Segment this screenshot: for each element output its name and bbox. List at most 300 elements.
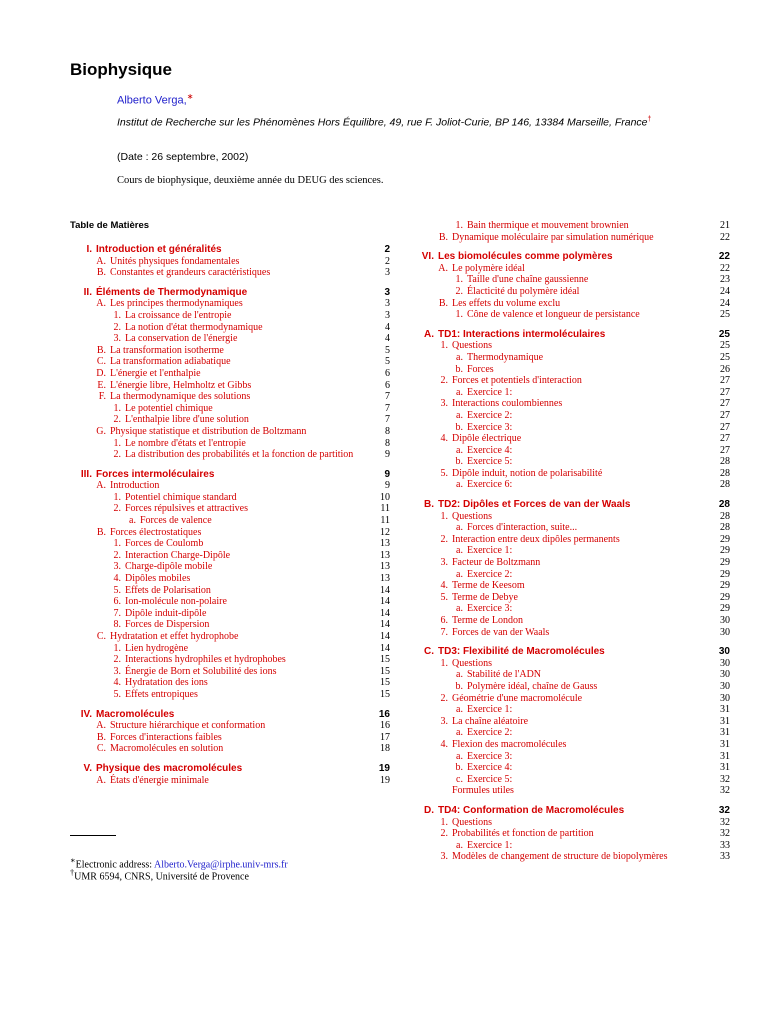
toc-entry-page: 27 [720, 386, 730, 398]
toc-entry[interactable] [412, 433, 730, 445]
toc-entry[interactable] [70, 538, 390, 550]
toc-entry-number: A. [96, 480, 106, 492]
toc-entry[interactable] [70, 689, 390, 701]
toc-section-entry[interactable] [70, 469, 390, 481]
toc-entry-title[interactable]: Effets entropiques [125, 688, 198, 700]
toc-entry-title[interactable]: Les principes thermodynamiques [110, 298, 243, 310]
toc-section-entry[interactable] [70, 709, 390, 721]
toc-entry-title[interactable]: TD3: Flexibilité de Macromolécules [438, 646, 605, 658]
toc-section-entry[interactable] [70, 287, 390, 299]
toc-entry-number: B. [438, 231, 448, 243]
toc-entry-title[interactable]: Questions [452, 510, 492, 522]
toc-entry-page: 29 [720, 591, 730, 603]
toc-entry[interactable] [412, 627, 730, 639]
toc-entry[interactable] [412, 727, 730, 739]
toc-entry-title[interactable]: Physique statistique et distribution de Boltzmann [110, 425, 307, 437]
toc-entry-title[interactable]: Questions [452, 657, 492, 669]
toc-entry-title[interactable]: La thermodynamique des solutions [110, 391, 251, 403]
toc-entry-page: 4 [385, 321, 390, 333]
toc-entry-page: 30 [720, 692, 730, 704]
toc-entry-number [412, 785, 448, 797]
toc-entry-number: 6. [113, 596, 121, 608]
toc-entry-title[interactable]: Bain thermique et mouvement brownien [467, 220, 629, 231]
toc-entry-title[interactable]: Physique des macromolécules [96, 762, 243, 774]
toc-entry-title[interactable]: TD1: Interactions intermoléculaires [438, 328, 606, 340]
toc-entry-title[interactable]: Dipôle électrique [452, 433, 522, 445]
toc-entry[interactable] [412, 828, 730, 840]
toc-entry-number: A. [438, 262, 448, 274]
toc-entry-title[interactable]: Potentiel chimique standard [125, 491, 237, 503]
toc-entry[interactable] [412, 603, 730, 615]
toc-entry-number: 4. [113, 677, 121, 689]
toc-entry[interactable] [70, 438, 390, 450]
toc-entry-title[interactable]: Élacticité du polymère idéal [467, 285, 580, 297]
toc-entry-page: 31 [720, 750, 730, 762]
toc-entry[interactable] [412, 681, 730, 693]
toc-entry-title[interactable]: Forces [467, 363, 494, 375]
toc-entry-title[interactable]: Interactions hydrophiles et hydrophobes [125, 654, 286, 666]
toc-entry-title[interactable]: Terme de Keesom [452, 580, 525, 592]
toc-entry-number: IV. [80, 708, 92, 720]
toc-entry-page: 13 [380, 561, 390, 573]
toc-entry-number: B. [438, 297, 448, 309]
toc-entry-page: 10 [380, 491, 390, 503]
toc-entry[interactable] [412, 398, 730, 410]
author-text[interactable]: Alberto Verga, [117, 94, 187, 107]
toc-entry-page: 9 [385, 449, 390, 461]
toc-entry-number: 1. [440, 510, 448, 522]
toc-entry-title[interactable]: Exercice 3: [467, 750, 513, 762]
toc-entry[interactable] [412, 274, 730, 286]
toc-entry-title[interactable]: Hydratation des ions [125, 677, 208, 689]
toc-entry[interactable] [70, 345, 390, 357]
toc-entry-page: 3 [385, 298, 390, 310]
toc-entry-page: 27 [720, 433, 730, 445]
toc-entry[interactable] [70, 677, 390, 689]
toc-entry[interactable] [412, 774, 730, 786]
toc-entry-number: b. [455, 421, 463, 433]
toc-entry[interactable] [412, 511, 730, 523]
toc-entry[interactable] [412, 658, 730, 670]
toc-section-entry[interactable] [70, 763, 390, 775]
toc-entry-title[interactable]: Dynamique moléculaire par simulation numérique [452, 231, 654, 243]
toc-entry-page: 12 [380, 526, 390, 538]
toc-entry[interactable] [70, 333, 390, 345]
toc-entry-title[interactable]: Macromolécules en solution [110, 743, 224, 755]
toc-entry[interactable] [412, 569, 730, 581]
toc-entry[interactable] [412, 286, 730, 298]
toc-entry[interactable] [70, 414, 390, 426]
toc-entry-page: 2 [385, 255, 390, 267]
toc-entry-title[interactable]: Hydratation et effet hydrophobe [110, 631, 239, 642]
toc-entry-number: 1. [440, 657, 448, 669]
toc-entry[interactable] [412, 716, 730, 728]
toc-entry[interactable] [70, 527, 390, 539]
toc-entry-title[interactable]: Questions [452, 816, 492, 828]
toc-entry-title[interactable]: Le polymère idéal [452, 262, 525, 274]
toc-entry[interactable] [70, 322, 390, 334]
toc-entry-title[interactable]: Thermodynamique [467, 351, 544, 363]
toc-entry-page: 29 [720, 557, 730, 569]
toc-entry-title[interactable]: Macromolécules [96, 708, 175, 720]
toc-entry-page: 29 [720, 533, 730, 545]
toc-entry[interactable] [70, 720, 390, 732]
toc-entry[interactable] [412, 704, 730, 716]
toc-entry[interactable] [412, 669, 730, 681]
toc-entry-title[interactable]: Constantes et grandeurs caractéristiques [110, 267, 271, 279]
toc-entry-page: 13 [380, 573, 390, 585]
toc-section-entry[interactable] [412, 329, 730, 341]
toc-entry-number: 2. [440, 533, 448, 545]
toc-entry[interactable] [70, 503, 390, 515]
toc-entry-number: A. [96, 774, 106, 786]
toc-entry-title[interactable]: Géométrie d'une macromolécule [452, 692, 583, 704]
toc-entry-number: 3. [440, 715, 448, 727]
toc-entry-page: 27 [720, 409, 730, 421]
toc-entry-number: 2. [113, 414, 121, 426]
toc-entry-title[interactable]: Le potentiel chimique [125, 402, 213, 414]
toc-entry-title[interactable]: Éléments de Thermodynamique [96, 286, 248, 298]
toc-entry-title[interactable]: Exercice 1: [467, 839, 513, 851]
toc-entry-number: 2. [113, 503, 121, 515]
toc-entry-number: E. [97, 379, 106, 391]
toc-entry-number: A. [96, 720, 106, 732]
toc-entry-page: 23 [720, 274, 730, 286]
toc-entry[interactable] [70, 480, 390, 492]
toc-entry-page: 30 [720, 615, 730, 626]
toc-entry-title[interactable]: Forces répulsives et attractives [125, 503, 249, 515]
toc-entry-page: 32 [720, 785, 730, 797]
toc-entry-title[interactable]: États d'énergie minimale [110, 774, 209, 786]
toc-entry[interactable] [412, 340, 730, 352]
toc-entry[interactable] [70, 573, 390, 585]
toc-entry-number: 7. [113, 607, 121, 619]
toc-entry[interactable] [412, 580, 730, 592]
toc-entry-title[interactable]: Exercice 6: [467, 479, 513, 491]
footnote-mark-2: † [70, 868, 75, 877]
toc-entry-page: 13 [380, 549, 390, 561]
toc-entry-title[interactable]: Exercice 5: [467, 456, 513, 468]
toc-entry-page: 32 [720, 773, 730, 785]
toc-entry-page: 29 [720, 568, 730, 580]
toc-entry-page: 3 [384, 286, 390, 298]
toc-entry[interactable] [412, 445, 730, 457]
toc-entry[interactable] [412, 851, 730, 863]
toc-entry[interactable] [70, 391, 390, 403]
toc-entry-page: 9 [384, 468, 390, 480]
toc-entry-title[interactable]: Forces électrostatiques [110, 526, 202, 538]
toc-section-entry[interactable] [412, 646, 730, 658]
toc-entry[interactable] [70, 743, 390, 755]
toc-entry[interactable] [70, 596, 390, 608]
toc-entry-page: 28 [718, 499, 730, 511]
toc-entry[interactable] [412, 309, 730, 321]
toc-entry-number: III. [80, 468, 92, 480]
toc-entry-title[interactable]: Interaction Charge-Dipôle [125, 549, 231, 561]
toc-entry-title[interactable]: Forces intermoléculaires [96, 468, 215, 480]
toc-entry[interactable] [70, 256, 390, 268]
toc-entry-title[interactable]: Exercice 4: [467, 444, 513, 456]
toc-entry[interactable] [412, 263, 730, 275]
toc-entry-title[interactable]: Charge-dipôle mobile [125, 561, 213, 573]
toc-entry-title[interactable]: Modèles de changement de structure de biopolymères [452, 851, 668, 863]
toc-entry-number: VI. [421, 251, 434, 263]
toc-entry-page: 16 [378, 708, 390, 720]
toc-entry-title[interactable]: La transformation adiabatique [110, 356, 231, 368]
toc-entry-title[interactable]: Forces d'interactions faibles [110, 731, 222, 743]
toc-entry[interactable] [412, 592, 730, 604]
toc-entry-title[interactable]: Questions [452, 340, 492, 352]
toc-entry[interactable] [412, 693, 730, 705]
toc-entry-title[interactable]: Dipôle induit, notion de polarisabilité [452, 467, 603, 479]
toc-entry-title[interactable]: Forces de valence [140, 515, 212, 527]
toc-entry-number: 4. [113, 573, 121, 585]
toc-entry-number: 1. [113, 309, 121, 321]
toc-entry-number: a. [456, 479, 463, 491]
toc-entry-title[interactable]: Unités physiques fondamentales [110, 255, 240, 267]
toc-entry[interactable] [70, 775, 390, 787]
toc-entry[interactable] [412, 785, 730, 797]
toc-entry-title[interactable]: Dipôles mobiles [125, 573, 191, 585]
toc-entry-title[interactable]: Exercice 1: [467, 704, 513, 716]
toc-entry-title[interactable]: L'énergie libre, Helmholtz et Gibbs [110, 379, 252, 391]
toc-entry-number: B. [96, 267, 106, 279]
toc-entry-page: 27 [720, 421, 730, 433]
toc-entry-title[interactable]: La chaîne aléatoire [452, 715, 529, 727]
affiliation [117, 113, 687, 130]
toc-entry-title[interactable]: Structure hiérarchique et conformation [110, 720, 266, 732]
toc-entry-page: 14 [380, 607, 390, 619]
footnote-mark-1: ∗ [70, 856, 76, 865]
toc-entry-title[interactable]: Probabilités et fonction de partition [452, 828, 594, 840]
toc-entry-number: C. [96, 631, 106, 642]
toc-entry-number: a. [456, 522, 463, 534]
toc-section-entry[interactable] [70, 244, 390, 256]
toc-entry[interactable] [412, 232, 730, 244]
toc-entry-title[interactable]: Les biomolécules comme polymères [438, 251, 613, 263]
toc-entry-number: 6. [440, 615, 448, 626]
toc-entry[interactable] [70, 403, 390, 415]
toc-entry-number: 3. [113, 665, 121, 677]
toc-entry-title[interactable]: Lien hydrogène [125, 642, 189, 654]
toc-entry-title[interactable]: Effets de Polarisation [125, 584, 211, 596]
toc-entry-number: G. [96, 425, 106, 437]
toc-entry-number: a. [456, 545, 463, 557]
toc-entry-title[interactable]: Exercice 2: [467, 727, 513, 739]
toc-entry[interactable] [412, 557, 730, 569]
toc-entry-title[interactable]: Stabilité de l'ADN [467, 669, 542, 681]
toc-entry-title[interactable]: Forces d'interaction, suite... [467, 522, 578, 534]
toc-entry-title[interactable]: Ion-molécule non-polaire [125, 596, 227, 608]
toc-entry-page: 28 [720, 479, 730, 491]
toc-entry-number: c. [456, 773, 463, 785]
toc-entry-title[interactable]: Forces de van der Waals [452, 626, 550, 638]
toc-entry-number: 1. [455, 220, 463, 231]
toc-entry-page: 25 [720, 340, 730, 352]
toc-entry[interactable] [70, 585, 390, 597]
toc-entry[interactable] [412, 468, 730, 480]
affiliation-text: Institut de Recherche sur les Phénomènes Hors Équilibre, 49, rue F. Joliot-Curie, BP 146, 13384 Marseille, France [117, 116, 648, 129]
author-name[interactable] [117, 92, 193, 107]
toc-entry-number: 4. [440, 433, 448, 445]
toc-entry[interactable] [70, 492, 390, 504]
toc-entry-title[interactable]: Le nombre d'états et l'entropie [125, 437, 246, 449]
toc-entry-page: 32 [720, 816, 730, 828]
toc-entry[interactable] [70, 666, 390, 678]
toc-entry[interactable] [70, 643, 390, 655]
toc-entry-number: a. [456, 568, 463, 580]
toc-entry[interactable] [70, 561, 390, 573]
toc-entry-title[interactable]: Exercice 4: [467, 762, 513, 774]
toc-entry-number: 5. [440, 467, 448, 479]
toc-entry[interactable] [412, 840, 730, 852]
toc-heading: Table de Matières [70, 220, 150, 231]
toc-entry-page: 31 [720, 727, 730, 739]
toc-entry[interactable] [70, 310, 390, 322]
toc-entry[interactable] [412, 352, 730, 364]
toc-entry-title[interactable]: Exercice 2: [467, 409, 513, 421]
toc-entry-title[interactable]: Terme de Debye [452, 591, 518, 603]
toc-entry[interactable] [70, 267, 390, 279]
toc-entry-title[interactable]: TD2: Dipôles et Forces de van der Waals [438, 499, 631, 511]
toc-entry[interactable] [70, 515, 390, 527]
toc-entry-number: a. [456, 386, 463, 398]
toc-entry[interactable] [412, 479, 730, 491]
toc-entry[interactable] [70, 368, 390, 380]
toc-entry-page: 15 [380, 677, 390, 689]
toc-entry[interactable] [412, 545, 730, 557]
toc-entry[interactable] [412, 298, 730, 310]
toc-section-entry[interactable] [412, 499, 730, 511]
toc-entry-title[interactable]: Forces de Dispersion [125, 619, 210, 631]
toc-entry-title[interactable]: TD4: Conformation de Macromolécules [438, 804, 625, 816]
toc-entry[interactable] [412, 522, 730, 534]
toc-entry[interactable] [412, 422, 730, 434]
toc-entry[interactable] [70, 619, 390, 631]
toc-entry[interactable] [70, 654, 390, 666]
toc-entry-title[interactable]: Taille d'une chaîne gaussienne [467, 274, 589, 286]
toc-entry-title[interactable]: Polymère idéal, chaîne de Gauss [467, 680, 598, 692]
toc-entry-number: II. [83, 286, 92, 298]
toc-entry-title[interactable]: Facteur de Boltzmann [452, 557, 541, 569]
toc-entry-page: 26 [720, 363, 730, 375]
toc-entry[interactable] [412, 220, 730, 232]
toc-entry-number: 2. [440, 828, 448, 840]
toc-entry-number: 8. [113, 619, 121, 631]
toc-entry-title[interactable]: Exercice 3: [467, 421, 513, 433]
toc-entry-number: B. [424, 499, 434, 511]
toc-entry[interactable] [70, 550, 390, 562]
toc-entry-title[interactable]: Introduction et généralités [96, 244, 222, 255]
toc-entry-title[interactable]: L'enthalpie libre d'une solution [125, 414, 249, 426]
toc-entry-number: a. [456, 704, 463, 716]
toc-entry-page: 19 [378, 762, 390, 774]
toc-entry-page: 17 [380, 731, 390, 743]
toc-entry-title[interactable]: Interaction entre deux dipôles permanents [452, 533, 620, 545]
toc-entry[interactable] [70, 631, 390, 643]
toc-entry[interactable] [70, 732, 390, 744]
toc-entry-title[interactable]: Exercice 2: [467, 568, 513, 580]
toc-entry-title[interactable]: Les effets du volume exclu [452, 297, 561, 309]
toc-entry-title[interactable]: Formules utiles [452, 785, 514, 797]
toc-entry-page: 25 [718, 328, 730, 340]
toc-entry-page: 33 [720, 851, 730, 863]
toc-section-entry[interactable] [412, 805, 730, 817]
toc-entry-page: 24 [720, 297, 730, 309]
toc-entry-page: 30 [720, 680, 730, 692]
toc-entry[interactable] [412, 534, 730, 546]
toc-entry[interactable] [70, 356, 390, 368]
toc-entry[interactable] [412, 762, 730, 774]
toc-entry-title[interactable]: L'énergie et l'enthalpie [110, 367, 201, 379]
toc-entry[interactable] [70, 298, 390, 310]
affiliation-footnote-mark[interactable]: † [647, 116, 652, 123]
toc-entry[interactable] [412, 615, 730, 627]
toc-entry-title[interactable]: La croissance de l'entropie [125, 309, 232, 321]
toc-entry-title[interactable]: Terme de London [452, 615, 523, 626]
toc-entry-title[interactable]: Interactions coulombiennes [452, 398, 563, 410]
email-link[interactable]: Alberto.Verga@irphe.univ-mrs.fr [153, 859, 288, 871]
toc-entry-number: a. [456, 727, 463, 739]
toc-right-column [412, 220, 730, 863]
toc-entry-title[interactable]: Flexion des macromolécules [452, 738, 567, 750]
paper-title: Biophysique [70, 60, 173, 79]
toc-entry-title[interactable]: Forces de Coulomb [125, 538, 204, 550]
toc-entry-number: a. [456, 409, 463, 421]
toc-entry-page: 7 [385, 414, 390, 426]
toc-entry-title[interactable]: La distribution des probabilités et la fonction de partition [125, 449, 354, 461]
toc-entry-number: B. [96, 344, 106, 356]
author-footnote-mark[interactable]: ∗ [186, 92, 194, 101]
toc-entry-number: 3. [113, 561, 121, 573]
toc-entry-title[interactable]: Forces et potentiels d'interaction [452, 375, 582, 387]
toc-entry-number: 1. [455, 274, 463, 286]
toc-entry-title[interactable]: Exercice 5: [467, 773, 513, 785]
toc-entry[interactable] [412, 739, 730, 751]
toc-entry-title[interactable]: Énergie de Born et Solubilité des ions [125, 665, 277, 677]
toc-entry[interactable] [70, 608, 390, 620]
toc-entry-page: 29 [720, 545, 730, 557]
toc-entry-page: 28 [720, 467, 730, 479]
toc-entry-title[interactable]: Exercice 3: [467, 603, 513, 615]
toc-entry-number: 4. [440, 580, 448, 592]
toc-entry[interactable] [412, 751, 730, 763]
toc-entry[interactable] [70, 426, 390, 438]
toc-entry-title[interactable]: La conservation de l'énergie [125, 333, 238, 345]
toc-entry-title[interactable]: Dipôle induit-dipôle [125, 607, 207, 619]
toc-entry[interactable] [412, 375, 730, 387]
toc-entry[interactable] [412, 410, 730, 422]
toc-entry-number: a. [456, 669, 463, 681]
toc-entry[interactable] [412, 817, 730, 829]
toc-entry-title[interactable]: La transformation isotherme [110, 344, 224, 356]
toc-section-entry[interactable] [412, 251, 730, 263]
toc-entry-number: b. [455, 762, 463, 774]
toc-entry-title[interactable]: Introduction [110, 480, 160, 492]
toc-entry-title[interactable]: La notion d'état thermodynamique [125, 321, 263, 333]
toc-entry[interactable] [412, 456, 730, 468]
toc-entry-title[interactable]: Exercice 1: [467, 545, 513, 557]
toc-entry[interactable] [70, 449, 390, 461]
toc-entry-page: 8 [385, 437, 390, 449]
toc-entry[interactable] [412, 387, 730, 399]
toc-entry-page: 27 [720, 398, 730, 410]
toc-entry[interactable] [412, 364, 730, 376]
toc-entry[interactable] [70, 380, 390, 392]
toc-entry-title[interactable]: Cône de valence et longueur de persistance [467, 309, 640, 321]
toc-entry-page: 22 [718, 251, 730, 263]
toc-entry-title[interactable]: Exercice 1: [467, 386, 513, 398]
